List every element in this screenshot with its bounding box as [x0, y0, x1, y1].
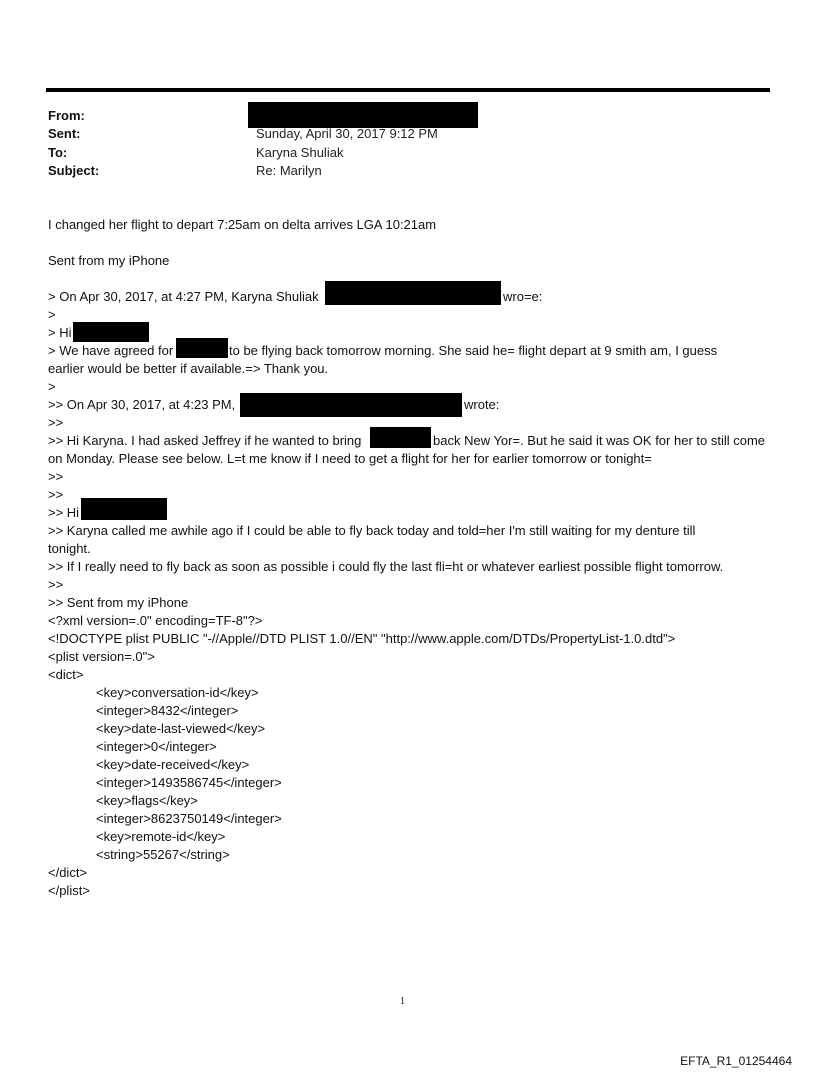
plist-line: <key>remote-id</key> — [96, 829, 226, 844]
plist-line: <integer>1493586745</integer> — [96, 775, 282, 790]
quote-line: > We have agreed for — [48, 343, 174, 358]
sent-value: Sunday, April 30, 2017 9:12 PM — [256, 126, 438, 141]
plist-line: <integer>0</integer> — [96, 739, 217, 754]
quote-line: >> Hi — [48, 505, 80, 520]
quote-line: >> — [48, 469, 64, 484]
plist-line: <dict> — [48, 667, 84, 682]
quote-line: wro=e: — [503, 289, 543, 304]
plist-line: <?xml version=.0" encoding=TF-8"?> — [48, 613, 263, 628]
from-label: From: — [48, 108, 85, 123]
to-value: Karyna Shuliak — [256, 145, 344, 160]
plist-line: <key>flags</key> — [96, 793, 198, 808]
plist-line: <integer>8623750149</integer> — [96, 811, 282, 826]
quote-line: >> — [48, 487, 64, 502]
name-redaction — [370, 427, 431, 448]
plist-line: <string>55267</string> — [96, 847, 230, 862]
quote-line: tonight. — [48, 541, 91, 556]
quote-line: back New Yor=. But he said it was OK for her to still come — [433, 433, 766, 448]
quote-line: >> — [48, 415, 64, 430]
plist-line: <!DOCTYPE plist PUBLIC "-//Apple//DTD PLIST 1.0//EN" "http://www.apple.com/DTDs/PropertyList-1.0.dtd"> — [48, 631, 676, 646]
body-line: I changed her flight to depart 7:25am on delta arrives LGA 10:21am — [48, 217, 437, 232]
quote-line: >> Sent from my iPhone — [48, 595, 189, 610]
name-redaction — [73, 322, 149, 342]
subject-value: Re: Marilyn — [256, 163, 322, 178]
quote-line: > On Apr 30, 2017, at 4:27 PM, Karyna Shuliak — [48, 289, 319, 304]
document-id: EFTA_R1_01254464 — [680, 1054, 792, 1068]
quote-line: earlier would be better if available.=> Thank you. — [48, 361, 329, 376]
sent-label: Sent: — [48, 126, 81, 141]
plist-line: </dict> — [48, 865, 88, 880]
quote-line: > — [48, 307, 56, 322]
email-redaction — [325, 281, 501, 305]
header-rule — [46, 88, 770, 92]
plist-line: <key>conversation-id</key> — [96, 685, 259, 700]
to-label: To: — [48, 145, 68, 160]
name-redaction — [240, 393, 462, 417]
quote-line: on Monday. Please see below. L=t me know if I need to get a flight for her for earlier tomorrow or tonight= — [48, 451, 652, 466]
plist-line: <key>date-last-viewed</key> — [96, 721, 266, 736]
plist-line: <integer>8432</integer> — [96, 703, 239, 718]
body-line: Sent from my iPhone — [48, 253, 170, 268]
quote-line: to be flying back tomorrow morning. She said he= flight depart at 9 smith am, I guess — [229, 343, 718, 358]
quote-line: > Hi — [48, 325, 72, 340]
plist-line: <key>date-received</key> — [96, 757, 250, 772]
quote-line: > — [48, 379, 56, 394]
quote-line: >> — [48, 577, 64, 592]
plist-line: <plist version=.0"> — [48, 649, 155, 664]
quote-line: wrote: — [464, 397, 500, 412]
quote-line: >> On Apr 30, 2017, at 4:23 PM, — [48, 397, 236, 412]
name-redaction — [176, 338, 228, 358]
name-redaction — [81, 498, 167, 520]
quote-line: >> If I really need to fly back as soon as possible i could fly the last fli=ht or whatever earliest possible flight tomorrow. — [48, 559, 724, 574]
plist-line: </plist> — [48, 883, 90, 898]
subject-label: Subject: — [48, 163, 100, 178]
quote-line: >> Hi Karyna. I had asked Jeffrey if he wanted to bring — [48, 433, 362, 448]
page-number: 1 — [400, 996, 405, 1007]
quote-line: >> Karyna called me awhile ago if I could be able to fly back today and told=her I'm still waiting for my denture till — [48, 523, 696, 538]
